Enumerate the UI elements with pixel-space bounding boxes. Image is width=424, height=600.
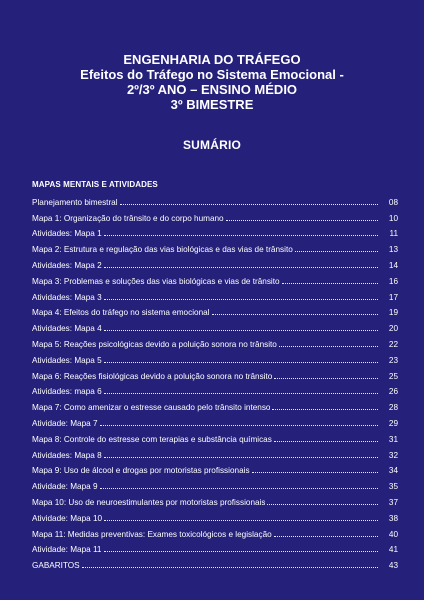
toc-entry[interactable]	[32, 270, 398, 286]
toc-entry[interactable]	[32, 191, 398, 207]
toc-entry-page: 29	[388, 418, 398, 428]
header-grade: 2º/3º ANO – ENSINO MÉDIO	[126, 82, 298, 97]
toc-entry-page: 17	[388, 292, 398, 302]
toc-entry[interactable]	[32, 507, 398, 523]
toc-entry-label: Mapa 5: Reações psicológicas devido a poluição sonora no trânsito	[32, 339, 277, 349]
toc-entry-label: Atividade: Mapa 7	[32, 418, 98, 428]
toc-entry-label: GABARITOS	[32, 561, 80, 571]
toc-leader-dots	[104, 519, 378, 521]
toc-entry[interactable]	[32, 554, 398, 570]
toc-entry[interactable]	[32, 539, 398, 555]
toc-entry[interactable]	[32, 302, 398, 318]
toc-entry[interactable]	[32, 286, 398, 302]
toc-leader-dots	[212, 313, 379, 315]
toc-entry-label: Atividades: Mapa 3	[32, 292, 102, 302]
toc-entry-page: 14	[388, 260, 398, 270]
toc-leader-dots	[104, 550, 379, 552]
toc-entry[interactable]	[32, 254, 398, 270]
toc-entry[interactable]	[32, 460, 398, 476]
toc-leader-dots	[274, 535, 378, 537]
toc-entry-label: Atividades: mapa 6	[32, 387, 102, 397]
toc-leader-dots	[274, 377, 378, 379]
toc-entry-page: 41	[388, 545, 398, 555]
toc-entry-page: 20	[388, 324, 398, 334]
toc-entry[interactable]	[32, 523, 398, 539]
toc-entry[interactable]	[32, 207, 398, 223]
toc-leader-dots	[104, 298, 378, 300]
toc-entry-label: Mapa 8: Controle do estresse com terapias e substância químicas	[32, 434, 272, 444]
toc-entry-page: 19	[388, 308, 398, 318]
toc-entry-page: 25	[388, 371, 398, 381]
toc-entry-label: Mapa 10: Uso de neuroestimulantes por motoristas profissionais	[32, 497, 266, 507]
toc-leader-dots	[100, 424, 378, 426]
toc-leader-dots	[226, 219, 378, 221]
toc-entry-page: 38	[388, 513, 398, 523]
toc-entry[interactable]	[32, 223, 398, 239]
toc-entry-label: Planejamento bimestral	[32, 197, 118, 207]
toc-entry-label: Mapa 9: Uso de álcool e drogas por motoristas profissionais	[32, 466, 250, 476]
toc-entry[interactable]	[32, 381, 398, 397]
toc-entry-page: 10	[388, 213, 398, 223]
toc-entry-label: Mapa 3: Problemas e soluções das vias biológicas e vias de trânsito	[32, 276, 280, 286]
toc-entry-page: 35	[388, 482, 398, 492]
toc-entry-page: 34	[388, 466, 398, 476]
toc-leader-dots	[295, 250, 378, 252]
toc-leader-dots	[104, 329, 378, 331]
toc-entry-label: Atividades: Mapa 4	[32, 324, 102, 334]
table-of-contents	[32, 191, 398, 570]
toc-entry-label: Atividades: Mapa 5	[32, 355, 102, 365]
toc-entry-page: 31	[388, 434, 398, 444]
toc-entry-page: 22	[388, 339, 398, 349]
section-title: MAPAS MENTAIS E ATIVIDADES	[32, 180, 158, 189]
toc-entry[interactable]	[32, 412, 398, 428]
toc-entry-page: 26	[388, 387, 398, 397]
toc-entry-label: Atividade: Mapa 10	[32, 513, 103, 523]
toc-entry[interactable]	[32, 349, 398, 365]
toc-entry[interactable]	[32, 396, 398, 412]
toc-entry-label: Atividades: Mapa 8	[32, 450, 102, 460]
header-term: 3º BIMESTRE	[170, 97, 254, 112]
toc-leader-dots	[272, 408, 378, 410]
header-title: ENGENHARIA DO TRÁFEGO	[123, 52, 301, 67]
toc-entry-label: Atividade: Mapa 11	[32, 545, 102, 555]
toc-entry[interactable]	[32, 238, 398, 254]
summary-title: SUMÁRIO	[182, 138, 242, 152]
toc-entry-label: Mapa 4: Efeitos do tráfego no sistema emocional	[32, 308, 210, 318]
header	[0, 52, 424, 112]
toc-entry-label: Mapa 1: Organização do trânsito e do corpo humano	[32, 213, 224, 223]
toc-leader-dots	[252, 471, 378, 473]
toc-leader-dots	[267, 503, 378, 505]
toc-entry[interactable]	[32, 491, 398, 507]
toc-entry-label: Atividade: Mapa 9	[32, 482, 98, 492]
toc-entry-page: 16	[388, 276, 398, 286]
header-subtitle: Efeitos do Tráfego no Sistema Emocional -	[80, 67, 344, 82]
toc-leader-dots	[104, 456, 378, 458]
toc-entry-page: 28	[388, 403, 398, 413]
toc-entry-label: Mapa 11: Medidas preventivas: Exames toxicológicos e legislação	[32, 529, 272, 539]
toc-leader-dots	[82, 566, 378, 568]
toc-entry-label: Mapa 2: Estrutura e regulação das vias biológicas e das vias de trânsito	[32, 245, 293, 255]
toc-entry-page: 08	[388, 197, 398, 207]
toc-entry-page: 32	[388, 450, 398, 460]
toc-entry-page: 13	[388, 245, 398, 255]
toc-entry-page: 37	[388, 497, 398, 507]
toc-entry-page: 43	[388, 561, 398, 571]
toc-leader-dots	[274, 440, 378, 442]
toc-entry[interactable]	[32, 333, 398, 349]
toc-leader-dots	[104, 266, 378, 268]
toc-leader-dots	[120, 203, 378, 205]
toc-leader-dots	[104, 392, 378, 394]
toc-entry[interactable]	[32, 365, 398, 381]
toc-leader-dots	[104, 234, 378, 236]
toc-entry[interactable]	[32, 475, 398, 491]
toc-entry[interactable]	[32, 428, 398, 444]
toc-entry-page: 40	[388, 529, 398, 539]
toc-entry[interactable]	[32, 317, 398, 333]
toc-entry-label: Atividades: Mapa 2	[32, 260, 102, 270]
toc-entry-page: 11	[389, 229, 398, 239]
toc-entry-label: Mapa 6: Reações fisiológicas devido a poluição sonora no trânsito	[32, 371, 273, 381]
toc-entry[interactable]	[32, 444, 398, 460]
toc-leader-dots	[104, 361, 378, 363]
toc-entry-label: Atividades: Mapa 1	[32, 229, 102, 239]
toc-leader-dots	[100, 487, 378, 489]
toc-entry-page: 23	[388, 355, 398, 365]
toc-leader-dots	[279, 345, 378, 347]
toc-entry-label: Mapa 7: Como amenizar o estresse causado pelo trânsito intenso	[32, 403, 271, 413]
toc-leader-dots	[282, 282, 378, 284]
